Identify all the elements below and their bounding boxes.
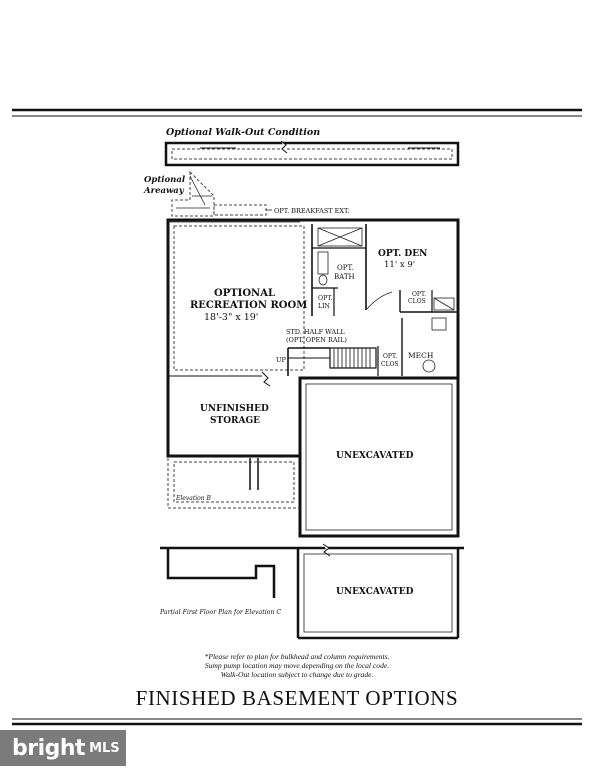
note-line-2: Sump pump location may move depending on the local code. bbox=[204, 661, 390, 670]
rec-room-bottom-wall bbox=[168, 372, 270, 386]
den-dims: 11' x 9' bbox=[384, 260, 416, 270]
bath-toilet bbox=[319, 275, 327, 285]
linen-label-1: OPT. bbox=[318, 295, 333, 302]
linen-label-2: LIN bbox=[318, 303, 330, 310]
closet-label-1: OPT. bbox=[383, 353, 397, 360]
closet-label-2: CLOS bbox=[381, 361, 399, 368]
mech-area bbox=[402, 318, 446, 376]
unexcavated2-label: UNEXCAVATED bbox=[336, 587, 414, 597]
den-closet-label-2: CLOS bbox=[408, 298, 426, 305]
bath-vanity bbox=[318, 252, 328, 274]
unexcavated-label: UNEXCAVATED bbox=[336, 451, 414, 461]
rec-room-dims: 18'-3" x 19' bbox=[204, 312, 259, 323]
breakfast-ext-label: OPT. BREAKFAST EXT. bbox=[274, 207, 350, 215]
watermark-suffix: MLS bbox=[89, 740, 120, 756]
den-name: OPT. DEN bbox=[378, 249, 428, 259]
elevation-b-label: Elevation B bbox=[176, 495, 211, 502]
rec-room-name-1: OPTIONAL bbox=[214, 288, 275, 299]
bright-mls-watermark bbox=[0, 730, 126, 766]
breakfast-ext-outline bbox=[214, 205, 266, 215]
areaway-label-2: Areaway bbox=[144, 186, 184, 196]
den-closet-label-1: OPT. bbox=[412, 291, 426, 298]
partial-plan-walls bbox=[160, 544, 464, 638]
bath-tub bbox=[318, 228, 362, 246]
half-wall-label-2: (OPT. OPEN RAIL) bbox=[286, 336, 347, 344]
stairs bbox=[288, 348, 376, 376]
page-title: FINISHED BASEMENT OPTIONS bbox=[135, 686, 459, 710]
partial-plan-label: Partial First Floor Plan for Elevation C bbox=[160, 609, 282, 616]
half-wall-label-1: STD. HALF WALL bbox=[286, 328, 345, 336]
bath-label-2: BATH bbox=[334, 273, 355, 281]
mech-label: MECH bbox=[408, 351, 434, 360]
watermark-brand: bright bbox=[12, 735, 86, 761]
rec-room-name-2: RECREATION ROOM bbox=[190, 300, 308, 311]
note-line-1: *Please refer to plan for bulkhead and column requirements. bbox=[204, 652, 390, 661]
plan-notes bbox=[0, 652, 594, 679]
bath-label-1: OPT. bbox=[337, 264, 354, 272]
storage-label-1: UNFINISHED bbox=[200, 404, 269, 414]
areaway-label-1: Optional bbox=[144, 175, 186, 185]
stairs-up-label: UP bbox=[276, 356, 286, 364]
storage-label-2: STORAGE bbox=[210, 416, 261, 426]
walkout-strip bbox=[166, 141, 458, 165]
note-line-3: Walk-Out location subject to change due to grade. bbox=[220, 670, 374, 679]
walkout-label: Optional Walk-Out Condition bbox=[166, 127, 321, 138]
